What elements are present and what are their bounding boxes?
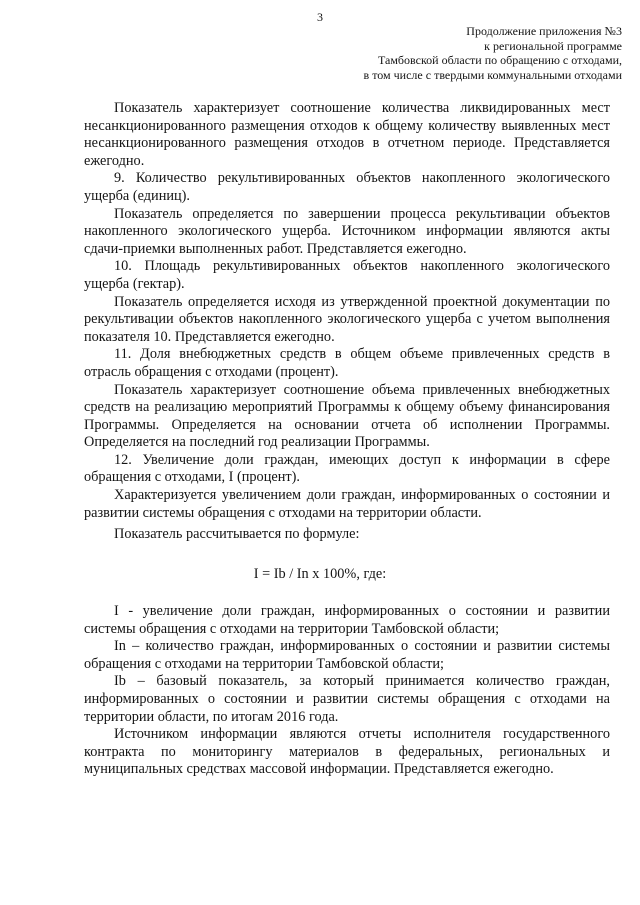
definition: Ib – базовый показатель, за который принимается количество граждан, информированных о состоянии и развитии системы обращения с отходами на территории области, по итогам 2016 года. [84, 673, 610, 725]
paragraph: Показатель характеризует соотношение количества ликвидированных мест несанкционированного размещения отходов к общему количеству выявленных мест несанкционированного размещения отходов в отчетном периоде. Представляется ежегодно. [84, 100, 610, 169]
paragraph: Показатель определяется по завершении процесса рекультивации объектов накопленного экологического ущерба. Источником информации являются акты сдачи-приемки выполненных работ. Представляется ежегодно. [84, 205, 610, 257]
paragraph: Источником информации являются отчеты исполнителя государственного контракта по мониторингу материалов в федеральных, региональных и муниципальных средствах массовой информации. Представляется ежегодно. [84, 726, 610, 778]
appendix-header [364, 24, 622, 82]
paragraph: Показатель характеризует соотношение объема привлеченных внебюджетных средств на реализацию мероприятий Программы к общему объему финансирования Программы. Определяется на основании отчета об исполнении Программы. Определяется на последний год реализации Программы. [84, 381, 610, 451]
page-number: 3 [317, 10, 323, 24]
header-line: Тамбовской области по обращению с отходами, [377, 53, 622, 67]
header-line: к региональной программе [484, 38, 622, 53]
indicator-heading: 12. Увеличение доли граждан, имеющих доступ к информации в сфере обращения с отходами, I (процент). [84, 451, 610, 486]
indicator-heading: 10. Площадь рекультивированных объектов накопленного экологического ущерба (гектар). [84, 258, 610, 292]
paragraph: Характеризуется увеличением доли граждан, информированных о состоянии и развитии системы обращения с отходами на территории области. [84, 487, 610, 521]
indicator-heading: 11. Доля внебюджетных средств в общем объеме привлеченных средств в отрасль обращения с отходами (процент). [84, 346, 610, 380]
paragraph: Показатель рассчитывается по формуле: [114, 526, 360, 543]
formula: I = Ib / In x 100%, где: [253, 566, 387, 582]
header-line: в том числе с твердыми коммунальными отходами [363, 67, 622, 82]
definition: In – количество граждан, информированных о состоянии и развитии системы обращения с отходами на территории Тамбовской области; [84, 638, 610, 672]
definition: I - увеличение доли граждан, информированных о состоянии и развитии системы обращения с отходами на территории Тамбовской области; [84, 603, 610, 637]
document-body [84, 100, 610, 544]
paragraph: Показатель определяется исходя из утвержденной проектной документации по рекультивации объектов накопленного экологического ущерба с учетом выполнения показателя 10. Представляется ежегодно. [84, 293, 610, 345]
header-line: Продолжение приложения №3 [466, 24, 622, 38]
indicator-heading: 9. Количество рекультивированных объектов накопленного экологического ущерба (единиц). [84, 170, 610, 204]
formula-definitions [84, 603, 610, 779]
